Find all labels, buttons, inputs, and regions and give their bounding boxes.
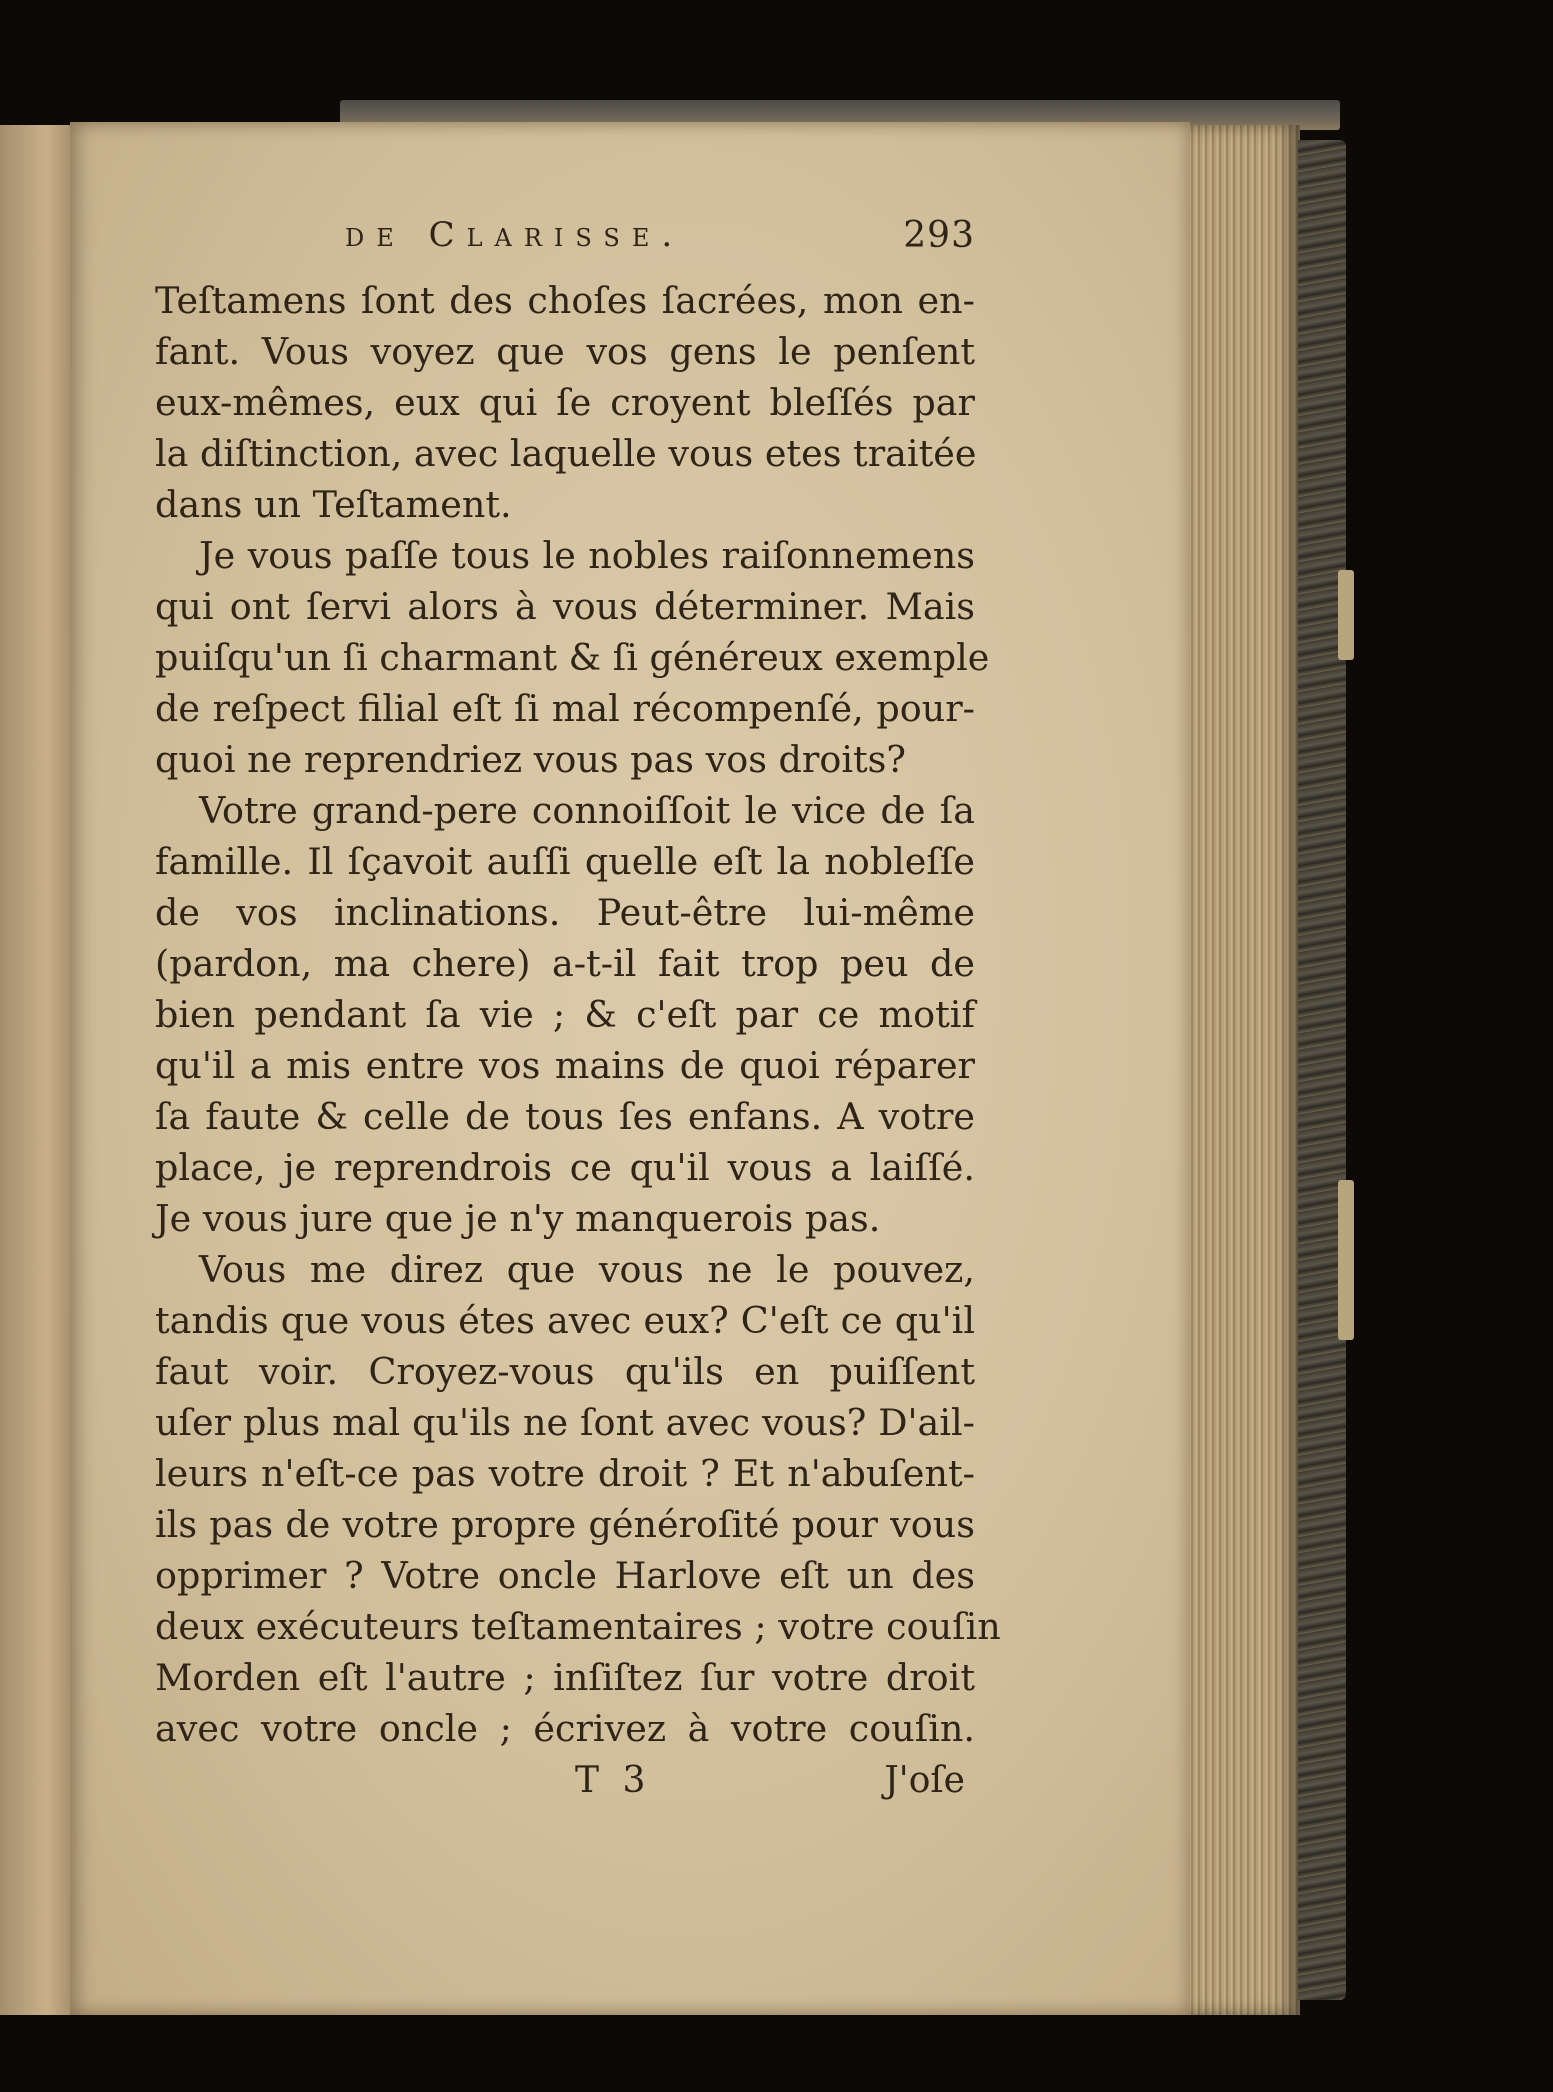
text-line: (pardon, ma chere) a-t-il fait trop peu de	[155, 942, 975, 985]
page-fore-edge	[1180, 125, 1300, 2015]
cover-clasp	[1338, 570, 1354, 660]
text-line: Morden eſt l'autre ; inſiſtez ſur votre droit	[155, 1656, 975, 1699]
text-line: famille. Il ſçavoit auſſi quelle eſt la nobleſſe	[155, 840, 975, 883]
catchword: J'oſe	[884, 1760, 965, 1801]
text-line: ils pas de votre propre généroſité pour vous	[155, 1503, 975, 1546]
text-line: de reſpect filial eſt ſi mal récompenſé, pour-	[155, 687, 975, 730]
page-text-block	[155, 215, 1001, 1820]
text-line: qui ont ſervi alors à vous déterminer. Mais	[155, 585, 975, 628]
cover-clasp	[1338, 1180, 1354, 1340]
text-line: tandis que vous étes avec eux? C'eſt ce qu'il	[155, 1299, 975, 1342]
text-line: opprimer ? Votre oncle Harlove eſt un des	[155, 1554, 975, 1597]
text-line: place, je reprendrois ce qu'il vous a laiſſé.	[155, 1146, 975, 1189]
text-line: Votre grand-pere connoiſſoit le vice de ſa	[199, 789, 975, 832]
text-line: avec votre oncle ; écrivez à votre couſin.	[155, 1707, 975, 1750]
text-line: faut voir. Croyez-vous qu'ils en puiſſent	[155, 1350, 975, 1393]
text-line: bien pendant ſa vie ; & c'eſt par ce motif	[155, 993, 975, 1036]
page-number: 293	[903, 215, 975, 256]
text-line: de vos inclinations. Peut-être lui-même	[155, 891, 975, 934]
text-line: uſer plus mal qu'ils ne ſont avec vous? D'ail-	[155, 1401, 975, 1444]
text-line: puiſqu'un ſi charmant & ſi généreux exemple	[155, 636, 990, 679]
text-line: quoi ne reprendriez vous pas vos droits?	[155, 738, 906, 781]
running-head	[155, 215, 975, 275]
text-line: Vous me direz que vous ne le pouvez,	[199, 1248, 975, 1291]
page-footer	[155, 1760, 975, 1820]
text-line: fant. Vous voyez que vos gens le penſent	[155, 330, 975, 373]
left-page-edge	[0, 125, 80, 2015]
text-line: leurs n'eſt-ce pas votre droit ? Et n'abuſent-	[155, 1452, 975, 1495]
marbled-back-cover	[1298, 140, 1346, 2000]
body-text	[155, 275, 1001, 1754]
signature-mark: T 3	[575, 1760, 652, 1801]
text-line: ſa faute & celle de tous ſes enfans. A votre	[155, 1095, 975, 1138]
text-line: la diſtinction, avec laquelle vous etes traitée	[155, 432, 977, 475]
text-line: Je vous jure que je n'y manquerois pas.	[155, 1197, 881, 1240]
text-line: deux exécuteurs teſtamentaires ; votre couſin	[155, 1605, 1001, 1648]
text-line: qu'il a mis entre vos mains de quoi réparer	[155, 1044, 975, 1087]
text-line: dans un Teſtament.	[155, 483, 512, 526]
text-line: Teſtamens ſont des choſes ſacrées, mon en-	[155, 279, 975, 322]
text-line: eux-mêmes, eux qui ſe croyent bleſſés par	[155, 381, 975, 424]
running-title: de Clarisse.	[345, 215, 685, 255]
text-line: Je vous paſſe tous le nobles raiſonnemens	[199, 534, 975, 577]
